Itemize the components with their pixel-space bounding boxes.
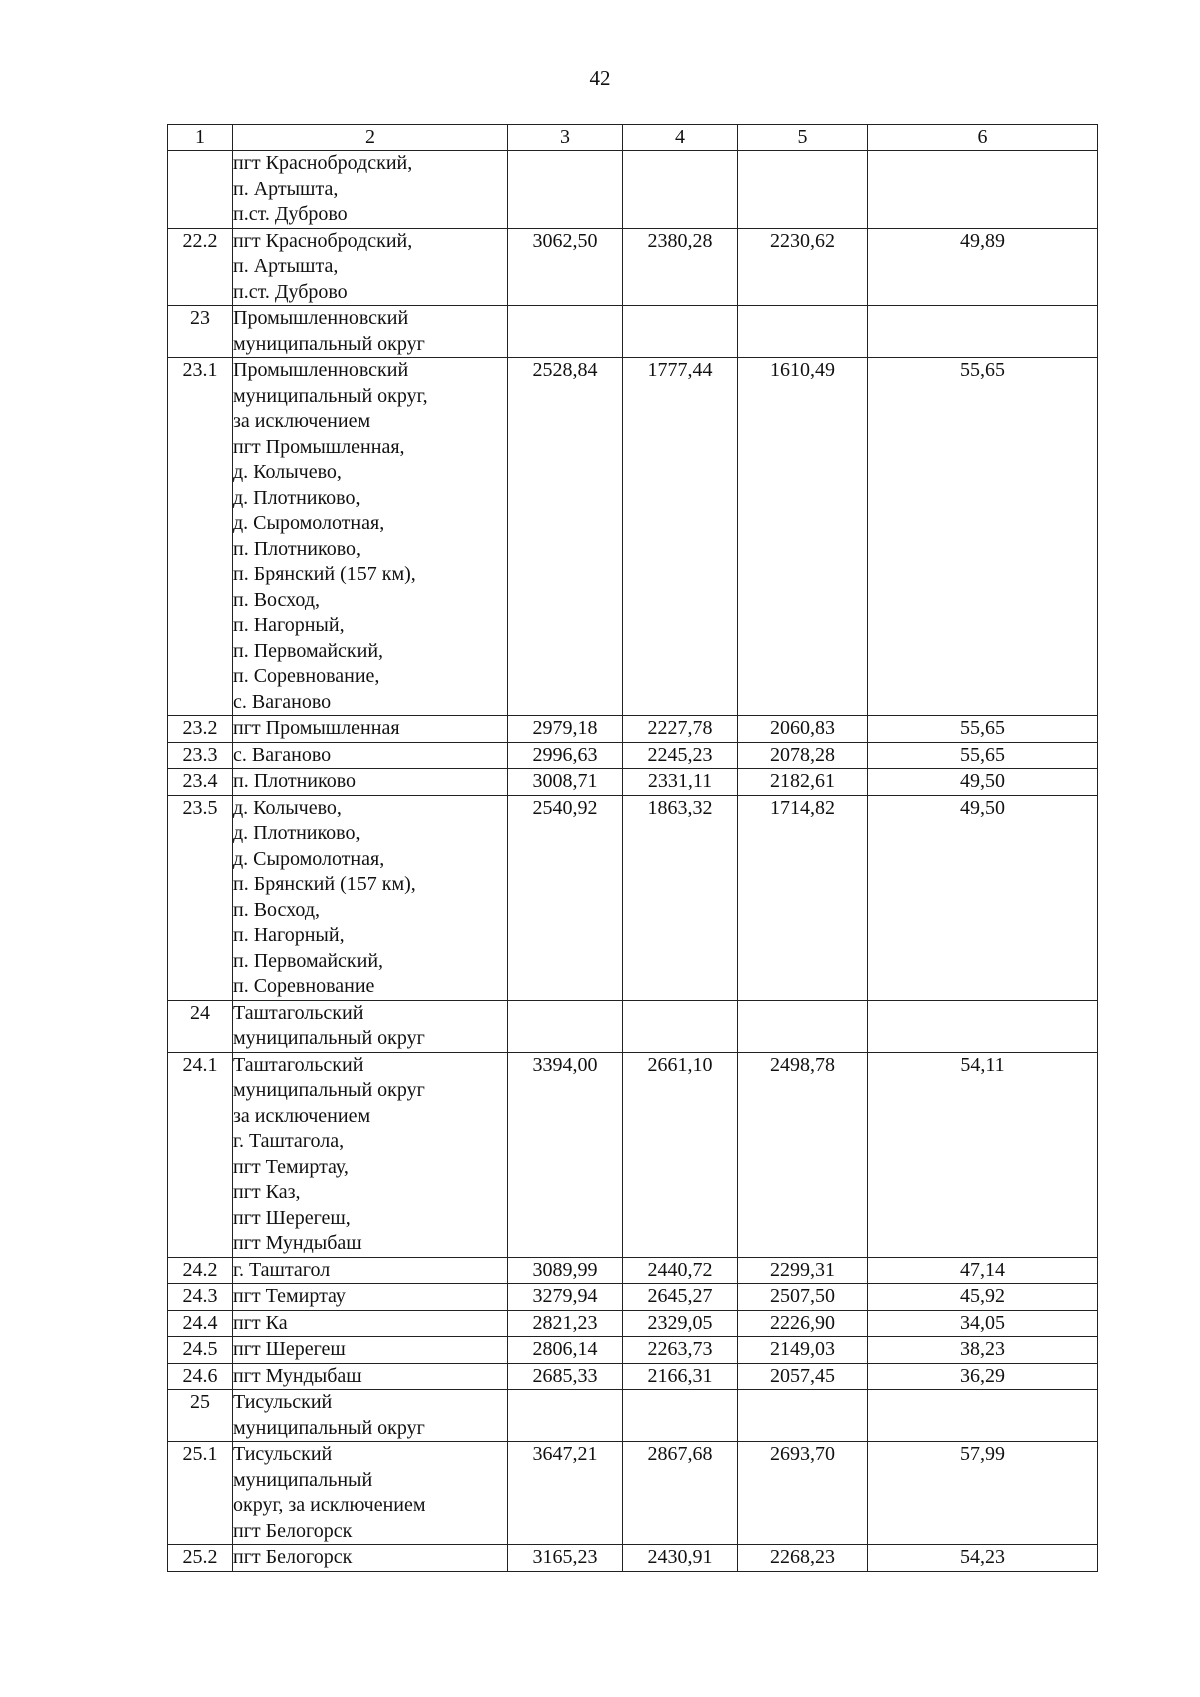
territory-name-cell [233,151,508,229]
territory-name-line: п. Нагорный, [233,614,345,636]
territory-name-cell [233,1545,508,1572]
value-col-3-cell: 2996,63 [508,742,623,769]
territory-name-cell [233,716,508,743]
value-col-6-cell [868,1390,1098,1442]
value-col-4-cell: 2430,91 [623,1545,738,1572]
row-number-cell: 24.6 [168,1363,233,1390]
value-col-3-cell: 2528,84 [508,358,623,716]
table-body [168,151,1098,1572]
row-number-cell: 25 [168,1390,233,1442]
value-col-3-cell: 3062,50 [508,228,623,306]
row-number-cell: 24.4 [168,1310,233,1337]
value-col-3-cell [508,306,623,358]
row-number-cell: 23 [168,306,233,358]
territory-name-line: муниципальный округ [233,332,425,355]
value-col-3-cell: 2685,33 [508,1363,623,1390]
territory-name-line: за исключением [233,410,371,432]
territory-name-line: Тисульский [233,1391,333,1413]
territory-name-line: д. Плотниково, [233,822,361,844]
value-col-3-cell: 3647,21 [508,1442,623,1545]
territory-name-line: г. Таштагол [233,1258,331,1281]
value-col-3-cell [508,1000,623,1052]
territory-name-line: с. Ваганово [233,690,332,713]
territory-name-line: пгт Промышленная, [233,435,405,458]
value-col-3-cell [508,151,623,229]
territory-name-line: пгт Белогорск [233,1519,353,1542]
table-row [168,1284,1098,1311]
territory-name-line: Тисульский [233,1443,333,1465]
header-col-1: 1 [168,125,233,151]
value-col-3-cell: 2806,14 [508,1337,623,1364]
value-col-6-cell: 54,11 [868,1052,1098,1257]
territory-name-cell [233,1363,508,1390]
value-col-4-cell: 1863,32 [623,795,738,1000]
territory-name-line: п. Первомайский, [233,949,384,972]
table-row [168,1390,1098,1442]
value-col-5-cell: 2060,83 [738,716,868,743]
territory-name-line: п. Соревнование, [233,665,380,687]
value-col-5-cell: 2182,61 [738,769,868,796]
territory-name-cell [233,742,508,769]
value-col-4-cell: 2245,23 [623,742,738,769]
row-number-cell: 23.3 [168,742,233,769]
value-col-4-cell [623,151,738,229]
header-col-6: 6 [868,125,1098,151]
value-col-4-cell: 2263,73 [623,1337,738,1364]
territory-name-cell [233,306,508,358]
row-number-cell: 25.2 [168,1545,233,1572]
territory-name-line: д. Сыромолотная, [233,847,385,870]
value-col-4-cell: 2227,78 [623,716,738,743]
territory-name-line: пгт Ка [233,1311,288,1334]
value-col-5-cell: 2299,31 [738,1257,868,1284]
value-col-3-cell: 2821,23 [508,1310,623,1337]
territory-name-line: Промышленновский [233,307,409,329]
territory-name-line: д. Плотниково, [233,486,361,509]
value-col-5-cell: 2057,45 [738,1363,868,1390]
territory-name-line: округ, за исключением [233,1494,426,1516]
territory-name-cell [233,358,508,716]
value-col-4-cell: 2661,10 [623,1052,738,1257]
row-number-cell: 23.5 [168,795,233,1000]
territory-name-cell [233,1337,508,1364]
value-col-5-cell [738,306,868,358]
territory-name-line: д. Колычево, [233,796,342,819]
territory-name-cell [233,1390,508,1442]
territory-name-line: Таштагольский [233,1053,364,1076]
value-col-3-cell: 2979,18 [508,716,623,743]
value-col-6-cell: 47,14 [868,1257,1098,1284]
value-col-6-cell: 57,99 [868,1442,1098,1545]
territory-name-cell [233,1442,508,1545]
territory-name-line: п.ст. Дуброво [233,203,348,225]
table-row [168,1310,1098,1337]
table-row [168,151,1098,229]
value-col-5-cell [738,1390,868,1442]
value-col-5-cell: 2226,90 [738,1310,868,1337]
territory-name-cell [233,1257,508,1284]
territory-name-line: п.ст. Дуброво [233,280,348,303]
territory-name-line: пгт Каз, [233,1181,301,1203]
table-row [168,1442,1098,1545]
row-number-cell: 24 [168,1000,233,1052]
row-number-cell: 23.2 [168,716,233,743]
value-col-5-cell: 2693,70 [738,1442,868,1545]
territory-name-line: пгт Шерегеш [233,1338,346,1360]
value-col-6-cell [868,151,1098,229]
header-col-4: 4 [623,125,738,151]
territory-name-line: п. Плотниково [233,770,357,792]
table-row [168,1363,1098,1390]
data-table [167,124,1098,1572]
territory-name-line: Таштагольский [233,1001,364,1024]
territory-name-line: п. Соревнование [233,975,375,997]
value-col-5-cell: 2230,62 [738,228,868,306]
territory-name-line: пгт Мундыбаш [233,1232,362,1254]
value-col-4-cell [623,1390,738,1442]
value-col-5-cell [738,1000,868,1052]
value-col-4-cell: 2331,11 [623,769,738,796]
territory-name-line: за исключением [233,1104,371,1127]
value-col-5-cell: 2149,03 [738,1337,868,1364]
territory-name-line: п. Восход, [233,588,320,611]
territory-name-line: пгт Темиртау, [233,1155,349,1178]
value-col-6-cell: 54,23 [868,1545,1098,1572]
table-row [168,1545,1098,1572]
header-col-5: 5 [738,125,868,151]
territory-name-line: п. Восход, [233,898,320,921]
table-row [168,358,1098,716]
value-col-5-cell: 2498,78 [738,1052,868,1257]
value-col-6-cell: 38,23 [868,1337,1098,1364]
value-col-4-cell: 2329,05 [623,1310,738,1337]
territory-name-cell [233,795,508,1000]
territory-name-line: Промышленновский [233,359,409,381]
territory-name-line: д. Сыромолотная, [233,512,385,534]
territory-name-line: г. Таштагола, [233,1130,345,1152]
territory-name-line: п. Нагорный, [233,924,345,946]
territory-name-line: п. Брянский (157 км), [233,563,416,585]
territory-name-line: пгт Краснобродский, [233,229,413,252]
territory-name-line: пгт Темиртау [233,1285,346,1307]
territory-name-cell [233,1284,508,1311]
value-col-3-cell: 3008,71 [508,769,623,796]
row-number-cell: 22.2 [168,228,233,306]
territory-name-cell [233,1000,508,1052]
territory-name-line: муниципальный округ [233,1027,425,1049]
value-col-5-cell [738,151,868,229]
territory-name-line: с. Ваганово [233,743,332,766]
table-row [168,228,1098,306]
value-col-6-cell: 55,65 [868,716,1098,743]
value-col-6-cell: 36,29 [868,1363,1098,1390]
territory-name-line: пгт Белогорск [233,1546,353,1568]
value-col-4-cell: 2440,72 [623,1257,738,1284]
table-row [168,1257,1098,1284]
territory-name-line: пгт Краснобродский, [233,152,413,174]
row-number-cell: 23.4 [168,769,233,796]
table-row [168,769,1098,796]
table-row [168,1052,1098,1257]
territory-name-line: пгт Промышленная [233,717,400,739]
table-row [168,1337,1098,1364]
value-col-5-cell: 1714,82 [738,795,868,1000]
territory-name-line: п. Артышта, [233,255,339,277]
row-number-cell: 24.3 [168,1284,233,1311]
value-col-4-cell: 1777,44 [623,358,738,716]
table-row [168,742,1098,769]
territory-name-cell [233,769,508,796]
territory-name-line: п. Первомайский, [233,639,384,662]
territory-name-line: п. Плотниково, [233,537,362,560]
value-col-6-cell: 34,05 [868,1310,1098,1337]
value-col-6-cell: 49,50 [868,769,1098,796]
value-col-4-cell: 2166,31 [623,1363,738,1390]
value-col-3-cell: 3089,99 [508,1257,623,1284]
value-col-4-cell: 2867,68 [623,1442,738,1545]
territory-name-line: п. Артышта, [233,177,339,200]
territory-name-line: муниципальный округ, [233,384,428,407]
territory-name-cell [233,1052,508,1257]
value-col-6-cell: 49,89 [868,228,1098,306]
territory-name-cell [233,1310,508,1337]
header-col-2: 2 [233,125,508,151]
table-row [168,306,1098,358]
value-col-6-cell: 49,50 [868,795,1098,1000]
page-number: 42 [589,66,611,90]
value-col-4-cell: 2645,27 [623,1284,738,1311]
value-col-6-cell [868,1000,1098,1052]
row-number-cell: 23.1 [168,358,233,716]
territory-name-line: муниципальный округ [233,1416,425,1439]
value-col-4-cell [623,1000,738,1052]
value-col-6-cell: 55,65 [868,358,1098,716]
row-number-cell: 24.5 [168,1337,233,1364]
territory-name-line: муниципальный [233,1468,373,1491]
row-number-cell: 24.2 [168,1257,233,1284]
territory-name-line: п. Брянский (157 км), [233,873,416,895]
territory-name-line: д. Колычево, [233,461,342,483]
value-col-5-cell: 2268,23 [738,1545,868,1572]
value-col-3-cell: 2540,92 [508,795,623,1000]
value-col-4-cell: 2380,28 [623,228,738,306]
value-col-6-cell: 55,65 [868,742,1098,769]
value-col-3-cell [508,1390,623,1442]
territory-name-line: пгт Шерегеш, [233,1206,351,1229]
header-col-3: 3 [508,125,623,151]
value-col-3-cell: 3394,00 [508,1052,623,1257]
value-col-5-cell: 2507,50 [738,1284,868,1311]
row-number-cell [168,151,233,229]
value-col-5-cell: 2078,28 [738,742,868,769]
row-number-cell: 25.1 [168,1442,233,1545]
value-col-6-cell: 45,92 [868,1284,1098,1311]
table-row [168,1000,1098,1052]
row-number-cell: 24.1 [168,1052,233,1257]
value-col-3-cell: 3279,94 [508,1284,623,1311]
value-col-6-cell [868,306,1098,358]
value-col-5-cell: 1610,49 [738,358,868,716]
territory-name-line: муниципальный округ [233,1079,425,1101]
territory-name-line: пгт Мундыбаш [233,1364,362,1387]
table-row [168,795,1098,1000]
value-col-3-cell: 3165,23 [508,1545,623,1572]
table-row [168,716,1098,743]
territory-name-cell [233,228,508,306]
header-row [168,125,1098,151]
value-col-4-cell [623,306,738,358]
